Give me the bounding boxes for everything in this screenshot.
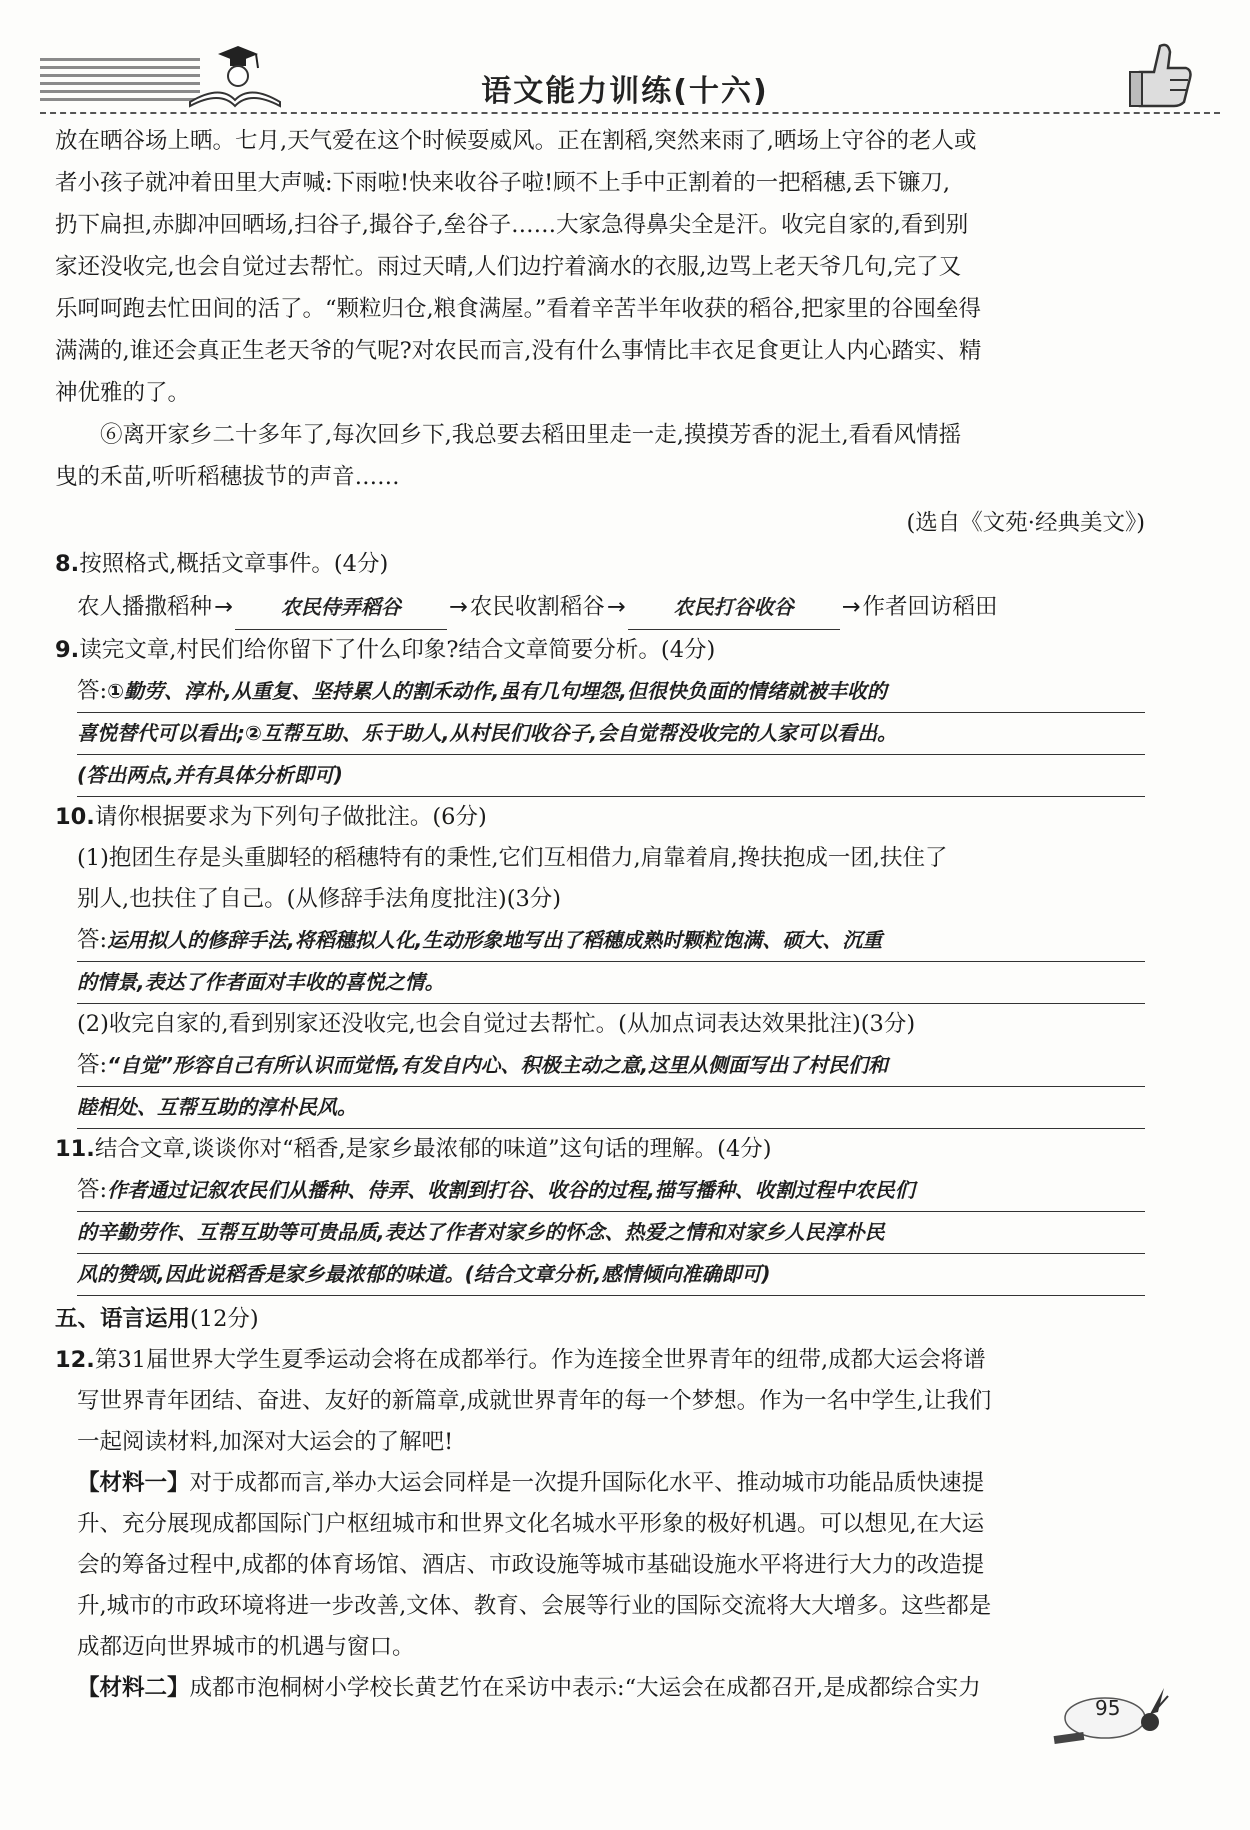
text-line: ⑥离开家乡二十多年了,每次回乡下,我总要去稻田里走一走,摸摸芳香的泥土,看看风情摇 <box>100 422 962 448</box>
question-11 <box>55 1129 1145 1170</box>
text-line: 成都迈向世界城市的机遇与窗口。 <box>77 1634 415 1660</box>
answer-line[interactable] <box>77 920 1145 962</box>
answer-text: “自觉”形容自己有所认识而觉悟,有发自内心、积极主动之意,这里从侧面写出了村民们和 <box>107 1053 889 1077</box>
question-text: 按照格式,概括文章事件。(4分) <box>79 551 389 577</box>
section-heading <box>55 1298 1145 1340</box>
text-line: 神优雅的了。 <box>55 380 191 406</box>
answer-label: 答: <box>77 1177 108 1203</box>
text-line: 会的筹备过程中,成都的体育场馆、酒店、市政设施等城市基础设施水平将进行大力的改造提 <box>77 1552 985 1578</box>
arrow-icon: → <box>841 594 861 620</box>
answer-area <box>55 1170 1145 1296</box>
answer-area <box>55 671 1145 797</box>
text-line: (1)抱团生存是头重脚轻的稻穗特有的秉性,它们互相借力,肩靠着肩,搀扶抱成一团,扶住了 <box>77 845 948 871</box>
answer-label: 答: <box>77 927 108 953</box>
question-number: 10. <box>55 804 95 830</box>
passage-source: (选自《文苑·经典美文》) <box>906 510 1145 536</box>
text-line: 放在晒谷场上晒。七月,天气爱在这个时候耍威风。正在割稻,突然来雨了,晒场上守谷的老人或 <box>55 128 977 154</box>
page-title: 语文能力训练(十六) <box>481 74 769 109</box>
question-9 <box>55 630 1145 671</box>
answer-line[interactable]: (答出两点,并有具体分析即可) <box>77 755 1145 797</box>
question-12 <box>55 1340 1145 1381</box>
answer-text: 运用拟人的修辞手法,将稻穗拟人化,生动形象地写出了稻穗成熟时颗粒饱满、硕大、沉重 <box>107 928 883 952</box>
flow-step: 农民收割稻谷 <box>469 594 605 620</box>
flow-step: 作者回访稻田 <box>862 594 998 620</box>
answer-line[interactable]: 的情景,表达了作者面对丰收的喜悦之情。 <box>77 962 1145 1004</box>
text-line: (2)收完自家的,看到别家还没收完,也会自觉过去帮忙。(从加点词表达效果批注)(3分) <box>77 1011 916 1037</box>
page-number: 95 <box>1095 1696 1121 1720</box>
question-10 <box>55 797 1145 838</box>
page-content <box>55 120 1145 1709</box>
sub-question-2 <box>55 1004 1145 1129</box>
page-header <box>30 40 1220 120</box>
thumbs-up-icon <box>1120 32 1200 112</box>
answer-line[interactable] <box>77 1170 1145 1212</box>
question-number: 8. <box>55 551 80 577</box>
page-footer <box>1050 1682 1170 1752</box>
material-2 <box>77 1668 1145 1709</box>
passage-paragraph-6 <box>55 414 1145 498</box>
answer-text: 作者通过记叙农民们从播种、侍弄、收割到打谷、收谷的过程,描写播种、收割过程中农民们 <box>107 1178 915 1202</box>
arrow-icon: → <box>214 594 233 620</box>
material-1 <box>77 1463 1145 1504</box>
text-line: 别人,也扶住了自己。(从修辞手法角度批注)(3分) <box>77 886 562 912</box>
event-flow <box>55 585 1145 630</box>
question-8 <box>55 544 1145 585</box>
text-line: 一起阅读材料,加深对大运会的了解吧! <box>77 1429 454 1455</box>
answer-blank[interactable]: 农民侍弄稻谷 <box>235 585 447 630</box>
material-tag: 【材料二】 <box>77 1675 190 1701</box>
text-line: 对于成都而言,举办大运会同样是一次提升国际化水平、推动城市功能品质快速提 <box>189 1470 985 1496</box>
question-number: 9. <box>55 637 80 663</box>
answer-line[interactable] <box>77 1045 1145 1087</box>
answer-label: 答: <box>77 1052 108 1078</box>
question-number: 11. <box>55 1136 95 1162</box>
text-line: 升,城市的市政环境将进一步改善,文体、教育、会展等行业的国际交流将大大增多。这些都是 <box>77 1593 992 1619</box>
question-text: 结合文章,谈谈你对“稻香,是家乡最浓郁的味道”这句话的理解。(4分) <box>94 1136 772 1162</box>
section-score: (12分) <box>190 1306 259 1332</box>
question-12-body <box>55 1381 1145 1709</box>
sub-question-1 <box>55 838 1145 1004</box>
arrow-icon: → <box>606 594 626 620</box>
text-line: 扔下扁担,赤脚冲回晒场,扫谷子,撮谷子,垒谷子……大家急得鼻尖全是汗。收完自家的,看到别 <box>55 212 969 238</box>
answer-blank[interactable]: 农民打谷收谷 <box>628 585 840 630</box>
text-line: 者小孩子就冲着田里大声喊:下雨啦!快来收谷子啦!顾不上手中正割着的一把稻穗,丢下镰刀, <box>55 170 950 196</box>
arrow-icon: → <box>448 594 468 620</box>
header-divider <box>40 112 1220 114</box>
text-line: 曳的禾苗,听听稻穗拔节的声音…… <box>55 464 400 490</box>
question-text: 读完文章,村民们给你留下了什么印象?结合文章简要分析。(4分) <box>79 637 716 663</box>
answer-line[interactable] <box>77 671 1145 713</box>
answer-line[interactable]: 睦相处、互帮互助的淳朴民风。 <box>77 1087 1145 1129</box>
question-number: 12. <box>55 1347 95 1373</box>
text-line: 写世界青年团结、奋进、友好的新篇章,成就世界青年的每一个梦想。作为一名中学生,让我们 <box>77 1388 992 1414</box>
flow-step: 农人播撒稻种 <box>77 594 213 620</box>
text-line: 满满的,谁还会真正生老天爷的气呢?对农民而言,没有什么事情比丰衣足食更让人内心踏实、精 <box>55 338 982 364</box>
answer-line[interactable]: 的辛勤劳作、互帮互助等可贵品质,表达了作者对家乡的怀念、热爱之情和对家乡人民淳朴民 <box>77 1212 1145 1254</box>
answer-line[interactable]: 喜悦替代可以看出;②互帮互助、乐于助人,从村民们收谷子,会自觉帮没收完的人家可以看出。 <box>77 713 1145 755</box>
text-line: 乐呵呵跑去忙田间的活了。“颗粒归仓,粮食满屋。”看着辛苦半年收获的稻谷,把家里的谷囤垒得 <box>55 296 982 322</box>
answer-line[interactable]: 风的赞颂,因此说稻香是家乡最浓郁的味道。(结合文章分析,感情倾向准确即可) <box>77 1254 1145 1296</box>
text-line: 升、充分展现成都国际门户枢纽城市和世界文化名城水平形象的极好机遇。可以想见,在大运 <box>77 1511 985 1537</box>
answer-label: 答: <box>77 678 108 704</box>
text-line: 家还没收完,也会自觉过去帮忙。雨过天晴,人们边拧着滴水的衣服,边骂上老天爷几句,完了又 <box>55 254 962 280</box>
question-text: 第31届世界大学生夏季运动会将在成都举行。作为连接全世界青年的纽带,成都大运会将谱 <box>94 1347 986 1373</box>
text-line: 成都市泡桐树小学校长黄艺竹在采访中表示:“大运会在成都召开,是成都综合实力 <box>189 1675 981 1701</box>
material-tag: 【材料一】 <box>77 1470 190 1496</box>
section-title: 五、语言运用 <box>55 1306 191 1332</box>
question-text: 请你根据要求为下列句子做批注。(6分) <box>94 804 487 830</box>
passage-paragraph-5 <box>55 120 1145 414</box>
answer-text: ①勤劳、淳朴,从重复、坚持累人的割禾动作,虽有几句埋怨,但很快负面的情绪就被丰收的 <box>107 679 887 703</box>
